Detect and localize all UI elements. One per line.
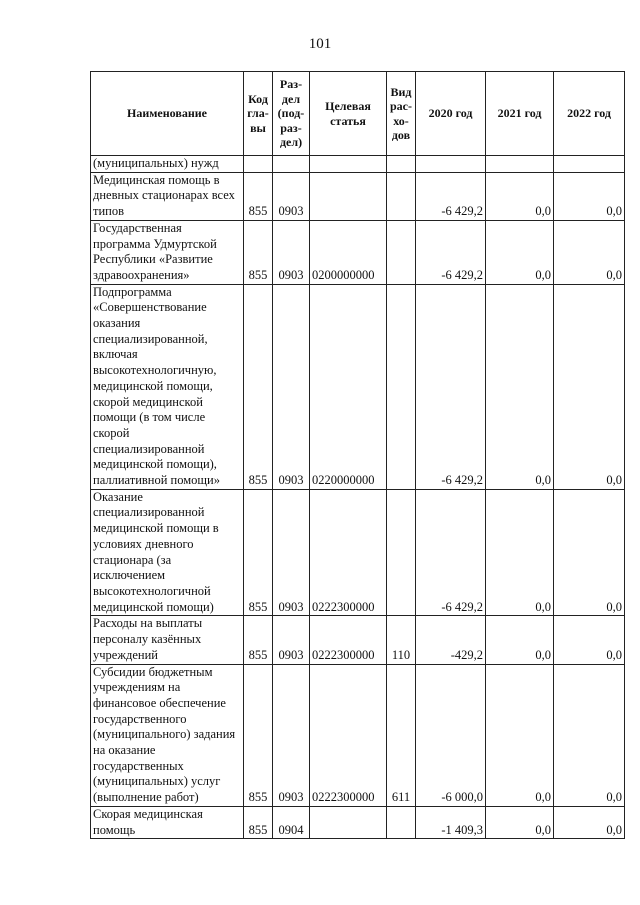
cell-y2022 [554, 156, 625, 173]
cell-vid: 611 [387, 664, 416, 806]
cell-name: Медицинская помощь в дневных стационарах всех типов [91, 172, 244, 220]
cell-razdel: 0904 [273, 806, 310, 838]
cell-glava: 855 [244, 489, 273, 616]
cell-razdel: 0903 [273, 489, 310, 616]
cell-y2021: 0,0 [486, 172, 554, 220]
cell-razdel [273, 156, 310, 173]
cell-glava: 855 [244, 806, 273, 838]
cell-y2020 [416, 156, 486, 173]
header-2021: 2021 год [486, 72, 554, 156]
budget-table [90, 71, 625, 839]
cell-name: (муниципальных) нужд [91, 156, 244, 173]
cell-glava: 855 [244, 664, 273, 806]
cell-razdel: 0903 [273, 616, 310, 664]
cell-y2022: 0,0 [554, 172, 625, 220]
cell-y2022: 0,0 [554, 489, 625, 616]
cell-vid [387, 156, 416, 173]
table-row [91, 284, 625, 489]
cell-name: Субсидии бюджетным учреждениям на финансовое обеспечение государственного (муниципального) задания на оказание государственных (муниципальных) услуг (выполнение работ) [91, 664, 244, 806]
cell-razdel: 0903 [273, 664, 310, 806]
cell-y2020: -6 429,2 [416, 489, 486, 616]
header-razdel: Раз- дел (под- раз- дел) [273, 72, 310, 156]
cell-statya: 0222300000 [310, 616, 387, 664]
cell-y2022: 0,0 [554, 664, 625, 806]
cell-name: Расходы на выплаты персоналу казённых учреждений [91, 616, 244, 664]
cell-glava [244, 156, 273, 173]
cell-y2020: -6 429,2 [416, 172, 486, 220]
table-row [91, 806, 625, 838]
cell-vid [387, 806, 416, 838]
cell-y2021: 0,0 [486, 220, 554, 284]
cell-name: Оказание специализированной медицинской помощи в условиях дневного стационара (за исключением высокотехнологичной медицинской помощи) [91, 489, 244, 616]
cell-statya: 0222300000 [310, 664, 387, 806]
cell-y2022: 0,0 [554, 806, 625, 838]
header-vid: Вид рас- хо- дов [387, 72, 416, 156]
cell-name: Скорая медицинская помощь [91, 806, 244, 838]
table-row [91, 616, 625, 664]
cell-statya [310, 156, 387, 173]
cell-vid [387, 220, 416, 284]
page-number: 101 [308, 36, 332, 52]
cell-name: Государственная программа Удмуртской Республики «Развитие здравоохранения» [91, 220, 244, 284]
cell-y2020: -6 000,0 [416, 664, 486, 806]
cell-razdel: 0903 [273, 220, 310, 284]
cell-statya [310, 172, 387, 220]
cell-statya: 0220000000 [310, 284, 387, 489]
table-row [91, 156, 625, 173]
header-2022: 2022 год [554, 72, 625, 156]
table-row [91, 172, 625, 220]
cell-vid [387, 284, 416, 489]
header-2020: 2020 год [416, 72, 486, 156]
table-row [91, 664, 625, 806]
cell-razdel: 0903 [273, 172, 310, 220]
cell-vid [387, 172, 416, 220]
cell-y2020: -6 429,2 [416, 284, 486, 489]
cell-glava: 855 [244, 220, 273, 284]
cell-y2021: 0,0 [486, 489, 554, 616]
cell-y2020: -429,2 [416, 616, 486, 664]
cell-y2021: 0,0 [486, 806, 554, 838]
cell-y2020: -6 429,2 [416, 220, 486, 284]
cell-y2022: 0,0 [554, 284, 625, 489]
cell-statya [310, 806, 387, 838]
header-name: Наименование [91, 72, 244, 156]
cell-y2021: 0,0 [486, 284, 554, 489]
header-statya: Целевая статья [310, 72, 387, 156]
cell-statya: 0200000000 [310, 220, 387, 284]
cell-y2022: 0,0 [554, 616, 625, 664]
table-row [91, 489, 625, 616]
table-row [91, 220, 625, 284]
cell-statya: 0222300000 [310, 489, 387, 616]
cell-y2020: -1 409,3 [416, 806, 486, 838]
cell-y2021: 0,0 [486, 616, 554, 664]
cell-glava: 855 [244, 284, 273, 489]
cell-y2021: 0,0 [486, 664, 554, 806]
cell-glava: 855 [244, 172, 273, 220]
cell-glava: 855 [244, 616, 273, 664]
header-glava: Код гла- вы [244, 72, 273, 156]
cell-name: Подпрограмма «Совершенствование оказания специализированной, включая высокотехнологичную, медицинской помощи, скорой медицинской помощи (в том числе скорой специализированной медицинской помощи), паллиативной помощи» [91, 284, 244, 489]
cell-vid: 110 [387, 616, 416, 664]
cell-razdel: 0903 [273, 284, 310, 489]
table-header-row [91, 72, 625, 156]
cell-y2022: 0,0 [554, 220, 625, 284]
cell-vid [387, 489, 416, 616]
cell-y2021 [486, 156, 554, 173]
